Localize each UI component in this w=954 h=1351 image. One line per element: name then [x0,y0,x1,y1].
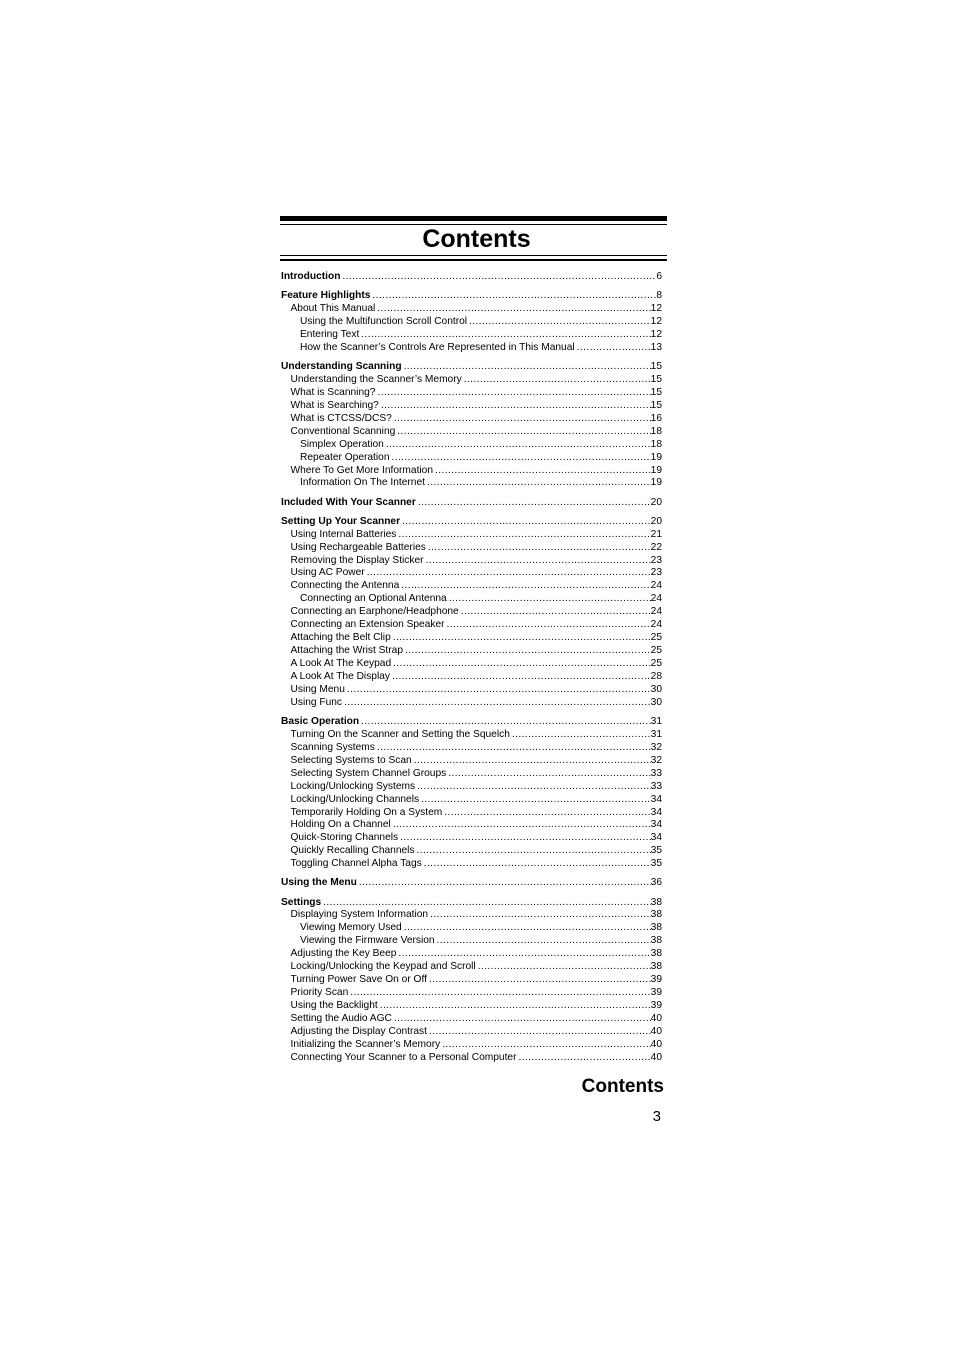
toc-page-number: 24 [650,580,662,592]
toc-dot-leader [359,716,651,729]
toc-section-entry[interactable] [281,897,662,910]
toc-entry-title: Connecting Your Scanner to a Personal Computer [290,1051,517,1063]
toc-page-number: 40 [650,1025,662,1037]
toc-page-number: 8 [656,290,662,302]
toc-section-entry[interactable] [281,271,662,284]
toc-entry-title: Understanding the Scanner’s Memory [290,373,462,385]
toc-entry-title: What is Searching? [290,399,379,411]
toc-subentry[interactable] [281,580,662,593]
toc-page-number: 32 [650,754,662,766]
toc-page-number: 25 [650,645,662,657]
toc-subentry[interactable] [281,465,662,478]
toc-subentry[interactable] [281,593,662,606]
toc-entry-title: Connecting an Extension Speaker [290,619,445,631]
toc-dot-leader [399,580,650,593]
toc-dot-leader [389,452,650,465]
toc-entry-title: Conventional Scanning [290,425,396,437]
toc-entry-title: Selecting System Channel Groups [290,767,447,779]
toc-page-number: 38 [650,948,662,960]
toc-subentry[interactable] [281,439,662,452]
toc-entry-title: Simplex Operation [300,438,384,450]
toc-subentry[interactable] [281,555,662,568]
toc-dot-leader [321,897,650,910]
toc-entry-title: Locking/Unlocking Channels [290,793,420,805]
toc-dot-leader [391,658,651,671]
toc-page-number: 34 [650,819,662,831]
toc-entry-title: Locking/Unlocking Systems [290,780,416,792]
toc-dot-leader [392,1013,651,1026]
toc-page-number: 30 [650,683,662,695]
toc-entry-title: Attaching the Wrist Strap [290,645,403,657]
toc-dot-leader [378,1000,651,1013]
toc-dot-leader [476,961,651,974]
toc-dot-leader [424,555,651,568]
toc-dot-leader [390,671,651,684]
toc-dot-leader [427,1026,651,1039]
toc-entry-title: Feature Highlights [281,290,371,302]
toc-page-number: 12 [650,328,662,340]
toc-dot-leader [412,755,651,768]
toc-dot-leader [415,781,651,794]
toc-entry-title: Using Func [290,696,343,708]
toc-entry-title: What is Scanning? [290,386,376,398]
toc-subentry[interactable] [281,426,662,439]
toc-entry-title: Temporarily Holding On a System [290,806,443,818]
toc-dot-leader [403,645,651,658]
toc-entry-title: A Look At The Keypad [290,658,392,669]
title-rule-bottom-thick [280,259,667,261]
toc-page-number: 38 [650,935,662,947]
toc-page-number: 15 [650,399,662,411]
toc-page-number: 35 [650,845,662,857]
toc-page-number: 23 [650,567,662,579]
footer-section-title: Contents [581,1076,664,1097]
toc-page-number: 34 [650,793,662,805]
toc-page-number: 24 [650,593,662,605]
toc-page-number: 38 [650,922,662,934]
toc-section-entry[interactable] [281,497,662,510]
toc-section-entry[interactable] [281,716,662,729]
toc-subentry[interactable] [281,316,662,329]
toc-dot-leader [426,542,651,555]
toc-dot-leader [402,922,651,935]
toc-entry-title: Turning On the Scanner and Setting the Squelch [290,728,510,740]
toc-page-number: 12 [650,303,662,315]
toc-dot-leader [375,303,650,316]
toc-subentry[interactable] [281,948,662,961]
toc-dot-leader [447,593,651,606]
toc-page-number: 38 [650,909,662,921]
toc-subentry[interactable] [281,374,662,387]
toc-dot-leader [348,987,650,1000]
toc-entry-title: Using the Menu [281,877,357,889]
toc-page-number: 34 [650,832,662,844]
toc-dot-leader [435,935,651,948]
toc-subentry[interactable] [281,671,662,684]
toc-dot-leader [384,439,651,452]
toc-dot-leader [379,400,651,413]
toc-subentry[interactable] [281,387,662,400]
toc-dot-leader [516,1052,650,1065]
toc-dot-leader [427,974,651,987]
toc-subentry[interactable] [281,768,662,781]
toc-subentry[interactable] [281,832,662,845]
toc-subentry[interactable] [281,303,662,316]
toc-page-number: 39 [650,974,662,986]
toc-subentry[interactable] [281,1000,662,1013]
toc-entry-title: A Look At The Display [290,670,390,682]
toc-subentry[interactable] [281,755,662,768]
toc-dot-leader [345,684,651,697]
toc-entry-title: Locking/Unlocking the Keypad and Scroll [290,961,476,973]
toc-page-number: 33 [650,767,662,779]
toc-dot-leader [419,794,651,807]
toc-page-number: 20 [650,515,662,527]
toc-entry-title: How the Scanner’s Controls Are Represented in This Manual [300,341,575,353]
toc-subentry[interactable] [281,781,662,794]
toc-section-entry[interactable] [281,361,662,374]
toc-dot-leader [398,832,651,845]
toc-entry-title: Toggling Channel Alpha Tags [290,858,422,870]
toc-entry-title: Holding On a Channel [290,819,391,831]
toc-page-number: 16 [650,412,662,424]
toc-dot-leader [442,807,650,820]
toc-entry-title: Setting Up Your Scanner [281,515,401,527]
toc-entry-title: Settings [281,896,322,908]
toc-subentry[interactable] [281,697,662,710]
toc-dot-leader [400,516,651,529]
toc-page-number: 22 [650,541,662,553]
toc-page-number: 31 [650,728,662,740]
toc-dot-leader [459,606,651,619]
toc-dot-leader [342,697,651,710]
toc-page-number: 15 [650,373,662,385]
toc-page-number: 34 [650,806,662,818]
toc-subentry[interactable] [281,1026,662,1039]
toc-subentry[interactable] [281,858,662,871]
toc-subentry[interactable] [281,729,662,742]
toc-entry-title: Using AC Power [290,567,365,579]
toc-section-entry[interactable] [281,877,662,890]
toc-section-entry[interactable] [281,516,662,529]
toc-dot-leader [396,529,650,542]
toc-subentry[interactable] [281,477,662,490]
toc-dot-leader [359,329,650,342]
toc-subentry[interactable] [281,974,662,987]
toc-page-number: 19 [650,464,662,476]
toc-page-number: 35 [650,858,662,870]
toc-subentry[interactable] [281,909,662,922]
toc-dot-leader [428,909,651,922]
toc-dot-leader [395,426,650,439]
toc-subentry[interactable] [281,987,662,1000]
toc-page-number: 39 [650,987,662,999]
toc-dot-leader [391,819,651,832]
toc-page-number: 40 [650,1051,662,1063]
toc-entry-title: Using Rechargeable Batteries [290,541,426,553]
toc-dot-leader [370,290,656,303]
toc-subentry[interactable] [281,794,662,807]
page-title: Contents [422,225,531,253]
toc-page-number: 31 [650,715,662,727]
toc-subentry[interactable] [281,1039,662,1052]
toc-page-number: 15 [650,361,662,372]
toc-subentry[interactable] [281,742,662,755]
toc-dot-leader [462,374,651,387]
toc-entry-title: Turning Power Save On or Off [290,974,427,986]
toc-entry-title: Where To Get More Information [290,464,433,476]
toc-page-number: 6 [656,271,662,282]
toc-dot-leader [425,477,651,490]
toc-page-number: 15 [650,386,662,398]
toc-dot-leader [391,632,651,645]
toc-page-number: 18 [650,425,662,437]
toc-page-number: 24 [650,606,662,618]
toc-dot-leader [396,948,650,961]
toc-page-number: 23 [650,554,662,566]
toc-subentry[interactable] [281,400,662,413]
toc-subentry[interactable] [281,452,662,465]
toc-subentry[interactable] [281,658,662,671]
toc-dot-leader [446,768,650,781]
toc-entry-title: Removing the Display Sticker [290,554,424,566]
toc-subentry[interactable] [281,619,662,632]
toc-entry-title: Quickly Recalling Channels [290,845,415,857]
toc-subentry[interactable] [281,819,662,832]
toc-entry-title: Quick-Storing Channels [290,832,399,844]
toc-dot-leader [415,845,651,858]
toc-dot-leader [433,465,651,478]
toc-subentry[interactable] [281,567,662,580]
toc-page-number: 33 [650,780,662,792]
toc-subentry[interactable] [281,1013,662,1026]
toc-dot-leader [365,567,651,580]
toc-page-number: 25 [650,632,662,644]
toc-dot-leader [575,342,651,355]
title-rule-bottom-thin [280,255,667,256]
toc-dot-leader [422,858,651,871]
toc-entry-title: Connecting the Antenna [290,580,400,592]
toc-page-number: 38 [650,961,662,973]
page-number: 3 [652,1108,661,1125]
toc-subentry[interactable] [281,645,662,658]
toc-entry-title: Using Menu [290,683,345,695]
toc-subentry[interactable] [281,342,662,355]
toc-subentry[interactable] [281,413,662,426]
toc-entry-title: Basic Operation [281,715,360,727]
toc-subentry[interactable] [281,606,662,619]
toc-subentry[interactable] [281,529,662,542]
toc-entry-title: Priority Scan [290,987,349,999]
toc-entry-title: Introduction [281,271,341,282]
toc-entry-title: Adjusting the Key Beep [290,948,397,960]
toc-dot-leader [445,619,651,632]
toc-page-number: 25 [650,658,662,669]
toc-subentry[interactable] [281,922,662,935]
toc-entry-title: Scanning Systems [290,741,375,753]
toc-entry-title: Using the Multifunction Scroll Control [300,316,468,327]
toc-entry-title: Connecting an Earphone/Headphone [290,606,459,618]
toc-entry-title: Initializing the Scanner’s Memory [290,1038,441,1050]
toc-page-number: 24 [650,619,662,631]
toc-page-number: 40 [650,1012,662,1024]
toc-dot-leader [440,1039,650,1052]
toc-entry-title: Viewing Memory Used [300,922,402,934]
toc-dot-leader [375,387,650,400]
toc-dot-leader [510,729,651,742]
toc-entry-title: Repeater Operation [300,451,390,463]
toc-page-number: 32 [650,741,662,753]
toc-dot-leader [392,413,651,426]
toc-entry-title: Connecting an Optional Antenna [300,593,447,605]
toc-entry-title: Included With Your Scanner [281,496,416,508]
toc-page-number: 39 [650,1000,662,1011]
toc-page-number: 19 [650,451,662,463]
toc-subentry[interactable] [281,807,662,820]
toc-page-number: 21 [650,528,662,540]
toc-entry-title: Adjusting the Display Contrast [290,1025,427,1037]
toc-dot-leader [375,742,651,755]
toc-entry-title: Using the Backlight [290,1000,378,1011]
toc-page-number: 28 [650,670,662,682]
toc-entry-title: Understanding Scanning [281,361,402,372]
toc-page-number: 18 [650,438,662,450]
toc-subentry[interactable] [281,1052,662,1065]
table-of-contents [281,271,662,1065]
toc-page-number: 12 [650,316,662,327]
toc-dot-leader [357,877,651,890]
toc-subentry[interactable] [281,935,662,948]
toc-entry-title: Displaying System Information [290,909,429,921]
title-rule-top-thick [280,216,667,221]
toc-dot-leader [340,271,656,284]
toc-entry-title: About This Manual [290,303,376,315]
toc-subentry[interactable] [281,961,662,974]
toc-entry-title: Information On The Internet [300,477,425,489]
toc-page-number: 20 [650,496,662,508]
toc-entry-title: Entering Text [300,328,360,340]
toc-dot-leader [402,361,651,374]
toc-entry-title: Attaching the Belt Clip [290,632,391,644]
toc-dot-leader [467,316,651,329]
toc-page-number: 19 [650,477,662,489]
toc-page-number: 38 [650,896,662,908]
toc-entry-title: Selecting Systems to Scan [290,754,412,766]
toc-dot-leader [416,497,651,510]
toc-page-number: 13 [650,341,662,353]
toc-page-number: 36 [650,877,662,889]
toc-section-entry[interactable] [281,290,662,303]
toc-entry-title: Using Internal Batteries [290,528,397,540]
toc-subentry[interactable] [281,542,662,555]
toc-entry-title: Viewing the Firmware Version [300,935,435,947]
toc-subentry[interactable] [281,845,662,858]
toc-subentry[interactable] [281,684,662,697]
toc-subentry[interactable] [281,329,662,342]
toc-page-number: 40 [650,1038,662,1050]
toc-page-number: 30 [650,696,662,708]
toc-subentry[interactable] [281,632,662,645]
toc-entry-title: What is CTCSS/DCS? [290,412,392,424]
toc-entry-title: Setting the Audio AGC [290,1012,392,1024]
